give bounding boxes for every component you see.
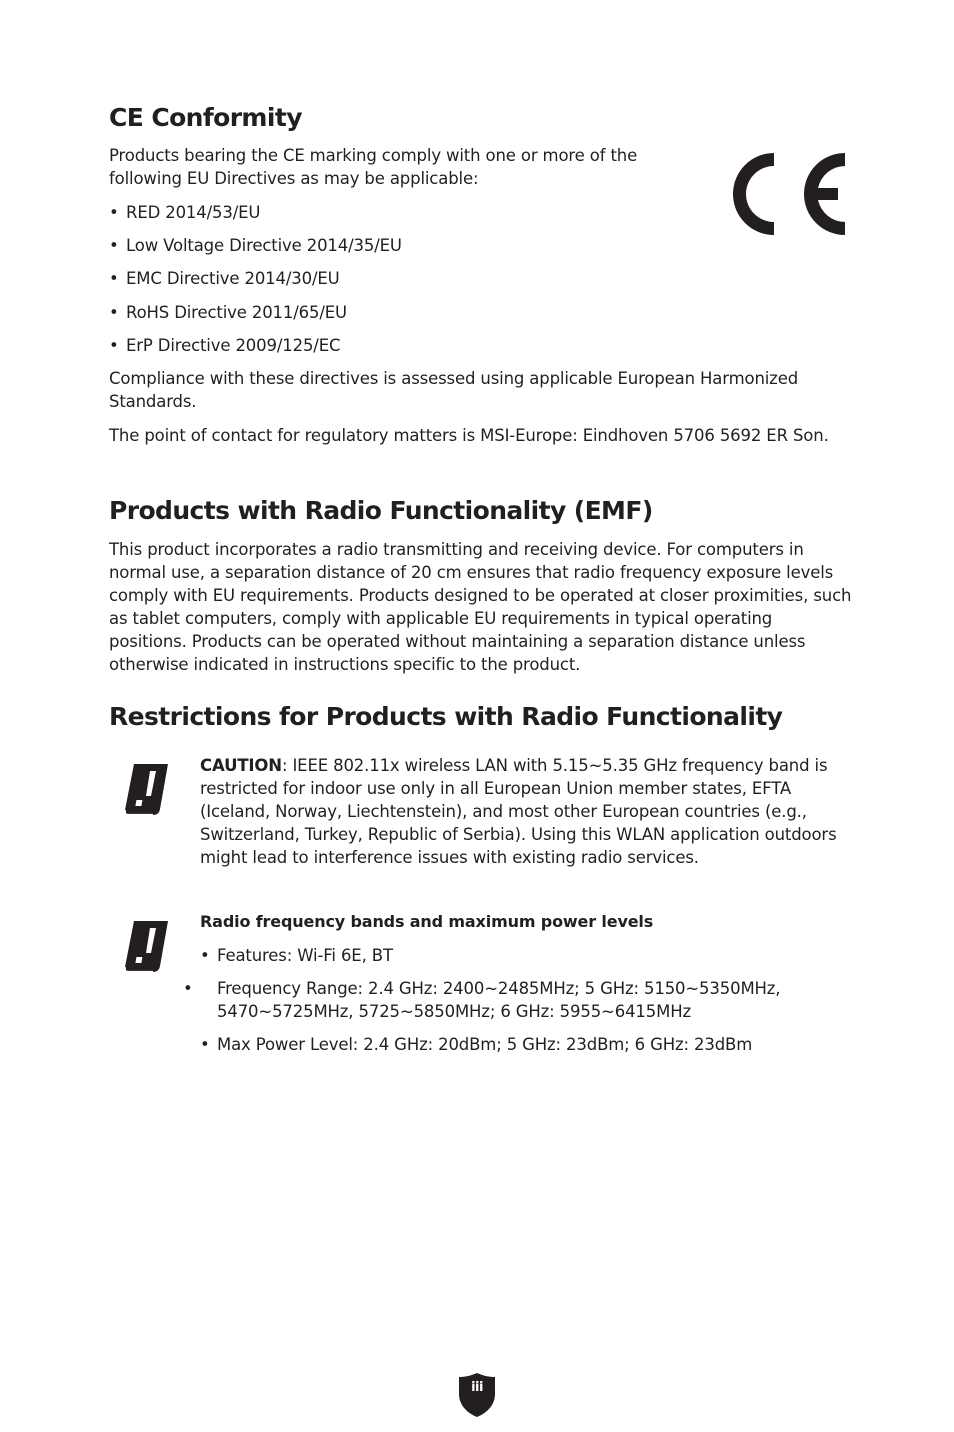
caution-note-icon — [122, 917, 172, 975]
ce-mark-icon — [728, 150, 846, 238]
caution-paragraph — [200, 754, 840, 869]
ce-intro: Products bearing the CE marking comply with one or more of the following EU Directives as may be applicable: — [109, 146, 638, 188]
restrictions-heading: Restrictions for Products with Radio Functionality — [109, 702, 783, 731]
directive-item: • Low Voltage Directive 2014/35/EU — [109, 236, 402, 255]
caution-note-icon — [122, 760, 172, 818]
ce-compliance-text: Compliance with these directives is assessed using applicable European Harmonized Standards. — [109, 369, 799, 411]
shield-badge-icon — [458, 1372, 496, 1418]
band-item: • Features: Wi-Fi 6E, BT — [200, 946, 393, 965]
band-item: • Frequency Range: 2.4 GHz: 2400~2485MHz; 5 GHz: 5150~5350MHz, 5470~5725MHz, 5725~5850MHz; 6 GHz: 5955~6415MHz — [183, 979, 781, 1021]
emf-heading: Products with Radio Functionality (EMF) — [109, 496, 653, 525]
ce-contact-text: The point of contact for regulatory matters is MSI-Europe: Eindhoven 5706 5692 ER Son. — [109, 426, 829, 445]
directive-item: • EMC Directive 2014/30/EU — [109, 269, 340, 288]
caution-label: CAUTION — [200, 756, 282, 775]
band-item: • Max Power Level: 2.4 GHz: 20dBm; 5 GHz: 23dBm; 6 GHz: 23dBm — [200, 1035, 753, 1054]
bands-title: Radio frequency bands and maximum power levels — [200, 912, 654, 931]
directive-item: • RoHS Directive 2011/65/EU — [109, 303, 347, 322]
caution-text: : IEEE 802.11x wireless LAN with 5.15~5.35 GHz frequency band is restricted for indoor use only in all European Union member states, EFTA (Iceland, Norway, Liechtenstein), and most other European countries (e.g., Switzerland, Turkey, Republic of Serbia). Using this WLAN application outdoors might lead to interference issues with existing radio services. — [200, 756, 837, 867]
emf-body: This product incorporates a radio transmitting and receiving device. For computers in normal use, a separation distance of 20 cm ensures that radio frequency exposure levels comply with EU requirements. Products designed to be operated at closer proximities, such as tablet computers, comply with applicable EU requirements in typical operating positions. Products can be operated without maintaining a separation distance unless otherwise indicated in instructions specific to the product. — [109, 540, 852, 674]
page-number: iii — [471, 1380, 483, 1395]
directive-item: • ErP Directive 2009/125/EC — [109, 336, 341, 355]
directive-item: • RED 2014/53/EU — [109, 203, 261, 222]
ce-conformity-heading: CE Conformity — [109, 103, 302, 132]
